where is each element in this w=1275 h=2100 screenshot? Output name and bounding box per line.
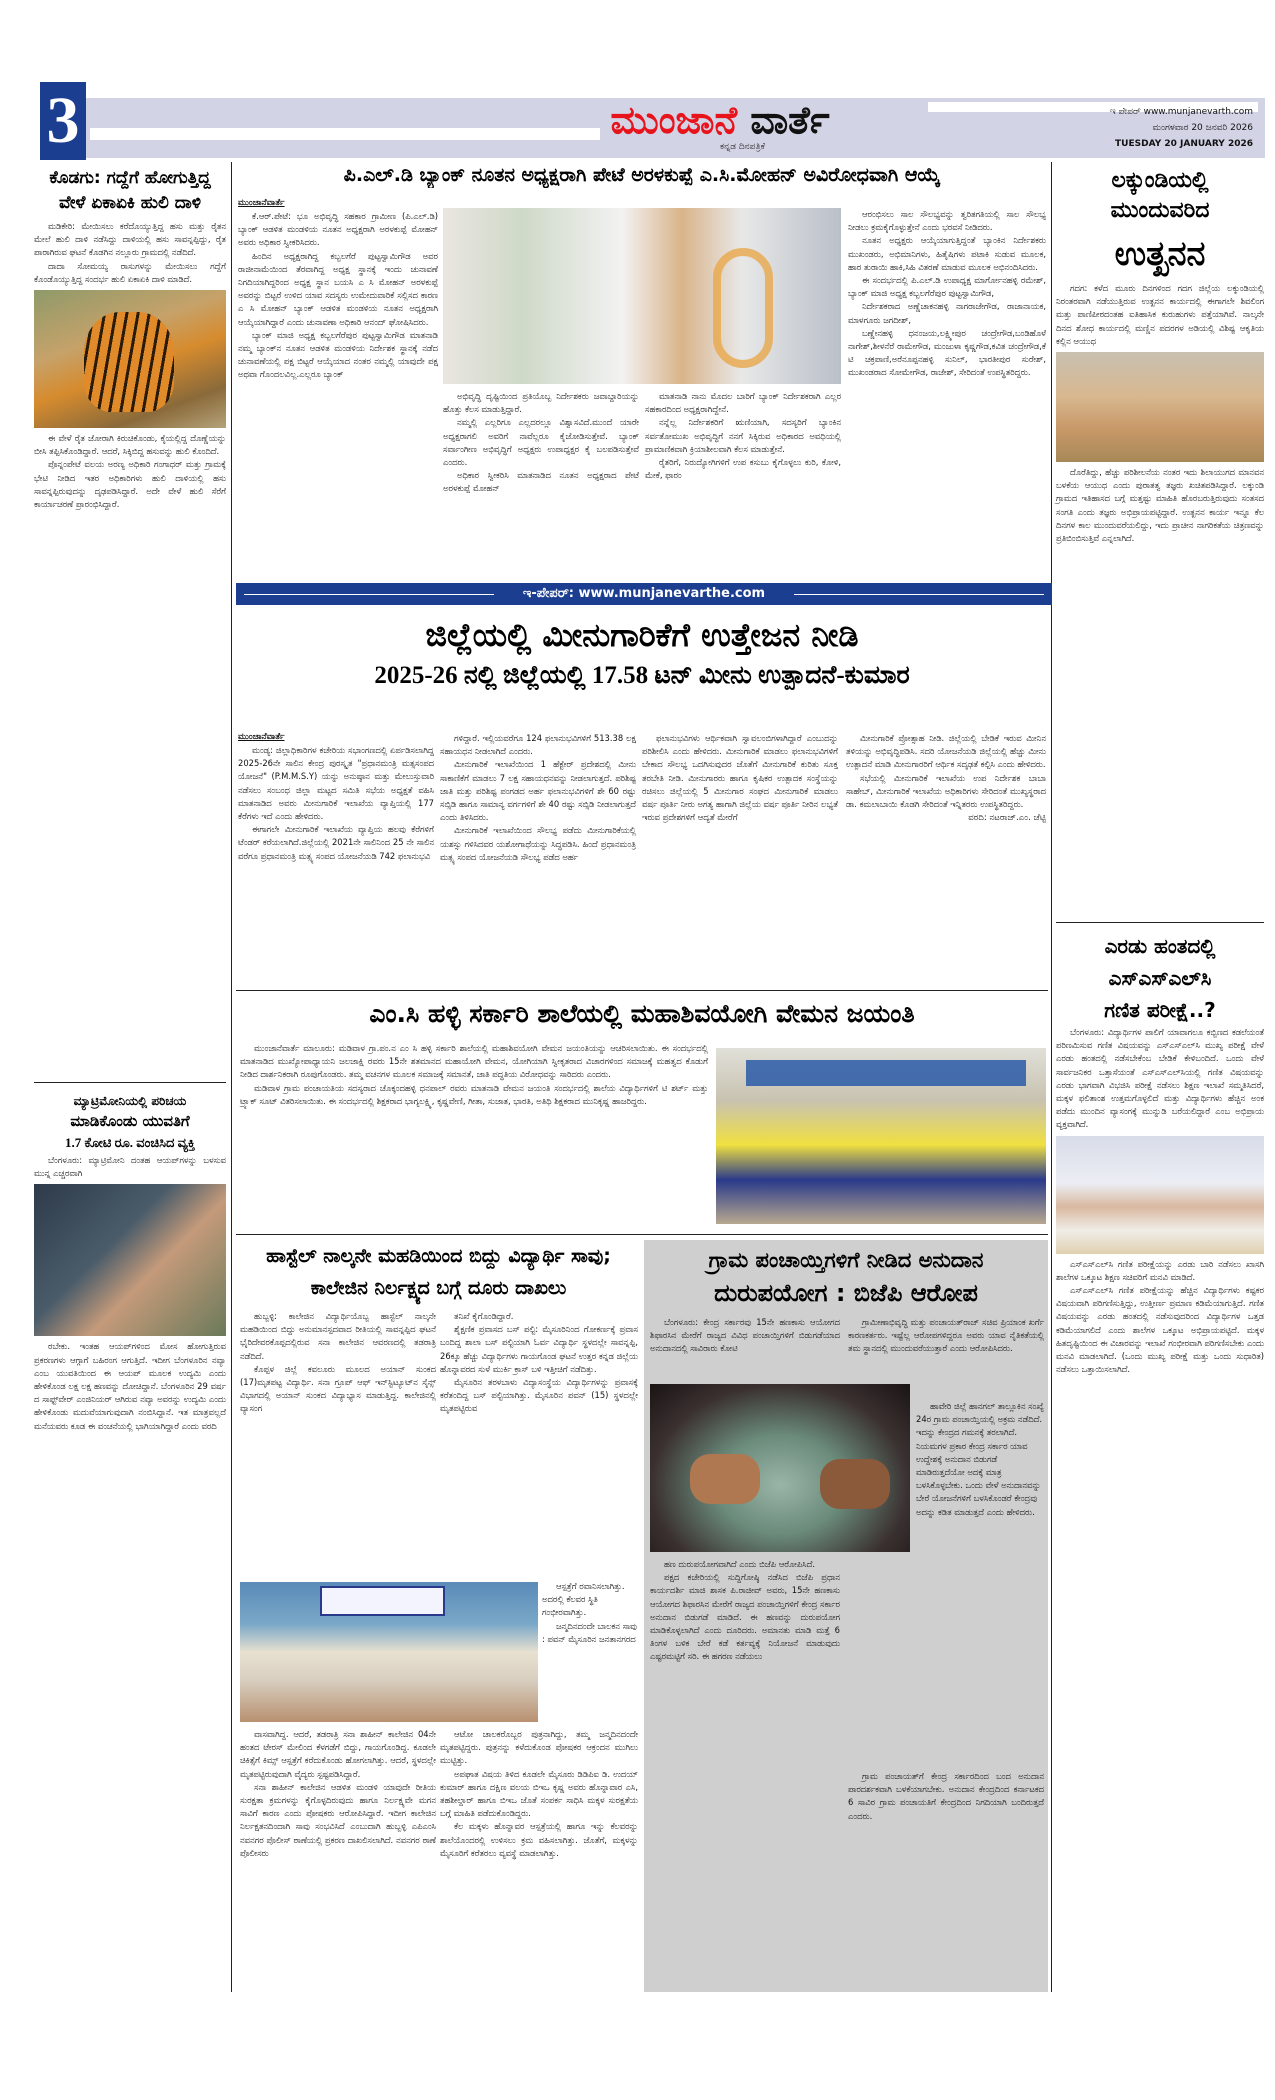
paragraph: ಆಸ್ಪತ್ರೆಗೆ ರವಾನಿಸಲಾಗಿತ್ತು. ಅದರಲ್ಲಿ ಕೆಲವರ ಸ್ಥಿತಿ ಗಂಭೀರವಾಗಿತ್ತು. xyxy=(542,1581,625,1618)
date-english: TUESDAY 20 JANUARY 2026 xyxy=(1115,139,1253,149)
headline-line: ಗಣಿತ ಪರೀಕ್ಷೆ..? xyxy=(1104,998,1216,1022)
hand-shape xyxy=(690,1454,760,1504)
paragraph: ಈ ಸಂದರ್ಭದಲ್ಲಿ ಪಿ.ಎಲ್.ಡಿ ಉಪಾಧ್ಯಕ್ಷ ಮಾರ್ಗೋನಹಳ್ಳಿ ರಮೇಶ್, ಬ್ಯಾಂಕ್ ಮಾಜಿ ಅಧ್ಯಕ್ಷ ಕಬ್ಬಲಗೆರೆಪುರ ಪುಟ್ಟಸ್ವಾಮಿಗೌಡ, xyxy=(848,275,1046,299)
article-divider xyxy=(34,1082,226,1083)
article-divider xyxy=(236,1234,1048,1235)
paragraph: ಬೆಂಗಳೂರು: ಮ್ಯಾಟ್ರಿಮೋನಿ ದಂತಹ ಆಯಪ್‌ಗಳನ್ನು ಬಳಸುವ ಮುನ್ನ ಎಚ್ಚರವಾಗಿ xyxy=(34,1155,226,1179)
hand-shape xyxy=(820,1459,890,1509)
headline: ಜಿಲ್ಲೆಯಲ್ಲಿ ಮೀನುಗಾರಿಕೆಗೆ ಉತ್ತೇಜನ ನೀಡಿ xyxy=(425,616,859,654)
subheadline: 2025-26 ನಲ್ಲಿ ಜಿಲ್ಲೆಯಲ್ಲಿ 17.58 ಟನ್ ಮೀನು ಉತ್ಪಾದನೆ-ಕುಮಾರ xyxy=(374,662,910,689)
headline-line: ಎರಡು ಹಂತದಲ್ಲಿ xyxy=(1104,934,1216,958)
pld-group-photo xyxy=(443,208,841,384)
article-divider xyxy=(1056,922,1264,923)
paragraph: ಮೀನುಗಾರಿಕೆ ಇಲಾಖೆಯಿಂದ 1 ಹೆಕ್ಟೇರ್ ಪ್ರದೇಶದಲ್ಲಿ ಮೀನು ಸಾಕಾಣಿಕೆಗೆ ಮಾಡಲು 7 ಲಕ್ಷ ಸಹಾಯಧನವನ್ನು ನೀಡಲಾಗುತ್ತದೆ. ಪರಿಶಿಷ್ಟ ಜಾತಿ ಮತ್ತು ಪರಿಶಿಷ್ಟ ಪಂಗಡದ ಅರ್ಹ ಫಲಾನುಭವಿಗಳಿಗೆ ಶೇ 60 ರಷ್ಟು ಸಬ್ಸಿಡಿ ಹಾಗೂ ಸಾಮಾನ್ಯ ವರ್ಗಗಳಿಗೆ ಶೇ 40 ರಷ್ಟು ಸಬ್ಸಿಡಿ ನೀಡಲಾಗುತ್ತದೆ ಎಂದು ತಿಳಿಸಿದರು. xyxy=(440,759,636,823)
paragraph: ನಿರ್ದೇಶಕರಾದ ಅಣ್ಣೆಚಾಕನಹಳ್ಳಿ ನಾಗರಾಜೇಗೌಡ, ರಾಜಾನಾಯಕ, ಮಾಳಗೂರು ಜಗದೀಶ್, xyxy=(848,301,1046,325)
paragraph: ವಾಸವಾಗಿದ್ದ. ಆದರೆ, ತಡರಾತ್ರಿ ಸನಾ ಶಾಹೀನ್ ಕಾಲೇಜಿನ 04ನೇ ಹಂತದ ಟೇರಸ್ ಮೇಲಿಂದ ಕೆಳಗಡೆಗೆ ಬಿದ್ದು, ಗಾಯಗೊಂಡಿದ್ದ. ಕೂಡಲೇ ಚಿಕಿತ್ಸೆಗೆ ಕಿಮ್ಸ್ ಆಸ್ಪತ್ರೆಗೆ ಕರೆದುಕೊಂಡು ಹೋಗಲಾಗಿತ್ತು. ಆದರೆ, ಸ್ಥಳದಲ್ಲೇ ಮೃತಪಟ್ಟಿರುವುದಾಗಿ ವೈದ್ಯರು ಸ್ಪಷ್ಟಪಡಿಸಿದ್ದಾರೆ. xyxy=(240,1729,436,1779)
paragraph: ಆಟೋ ಚಾಲಕರೊಬ್ಬರ ಪುತ್ರನಾಗಿದ್ದು, ತಮ್ಮ ಜನ್ಮದಿನದಂದೇ ಮೃತಪಟ್ಟಿದ್ದರು. ಪುತ್ರನನ್ನು ಕಳೆದುಕೊಂಡ ಪೋಷಕರ ಆಕ್ರಂದನ ಮುಗಿಲು ಮುಟ್ಟಿತ್ತು. xyxy=(440,1729,638,1766)
headline-line: ಮ್ಯಾಟ್ರಿಮೋನಿಯಲ್ಲಿ ಪರಿಚಯ xyxy=(73,1094,187,1108)
excavation-photo xyxy=(1056,352,1264,462)
paragraph: ಮೀನುಗಾರಿಕೆ ಇಲಾಖೆಯಿಂದ ಸೌಲಭ್ಯ ಪಡೆದು ಮೀನುಗಾರಿಕೆಯಲ್ಲಿ ಯಶಸ್ಸು ಗಳಿಸಿದವರ ಯಶೋಗಾಥೆಯನ್ನು ಸಿದ್ಧಪಡಿಸಿ. ಹಿಂದೆ ಪ್ರಧಾನಮಂತ್ರಿ ಮತ್ಸ್ಯ ಸಂಪದ ಯೋಜನೆಯಡಿ ಸೌಲಭ್ಯ ಪಡೆದ ಅರ್ಹ xyxy=(440,825,636,862)
grant-col-1b xyxy=(650,1558,840,1664)
article-matrimony-fraud xyxy=(34,1092,226,1433)
paragraph: ಮಡಿಕೇರಿ: ಮೇಯಿಸಲು ಕರೆದೊಯ್ಯುತ್ತಿದ್ದ ಹಸು ಮತ್ತು ರೈತನ ಮೇಲೆ ಹುಲಿ ದಾಳಿ ನಡೆಸಿದ್ದು ದಾಳಿಯಲ್ಲಿ ಹಸು ಸಾವನ್ನಪ್ಪಿದ್ದು, ರೈತ ಪಾರಾಗಿರುವ ಘಟನೆ ಕೊಡಗಿನ ನಲ್ಲೂರು ಗ್ರಾಮದಲ್ಲಿ ನಡೆದಿದೆ. xyxy=(34,221,226,258)
headline: ಪಿ.ಎಲ್.ಡಿ ಬ್ಯಾಂಕ್ ನೂತನ ಅಧ್ಯಕ್ಷರಾಗಿ ಪೇಟೆ ಅರಳಕುಪ್ಪೆ ಎ.ಸಿ.ಮೋಹನ್ ಅವಿರೋಧವಾಗಿ ಆಯ್ಕೆ xyxy=(343,164,941,186)
paragraph: ಹಣ ದುರುಪಯೋಗವಾಗಿದೆ ಎಂದು ಬಿಜೆಪಿ ಆರೋಪಿಸಿದೆ. xyxy=(664,1559,815,1569)
headline-line: ದುರುಪಯೋಗ : ಬಿಜೆಪಿ ಆರೋಪ xyxy=(714,1279,978,1307)
page-number: 3 xyxy=(40,82,86,160)
paragraph: ಈ ವೇಳೆ ರೈತ ಜೋರಾಗಿ ಕಿರುಚಿಕೊಂಡು, ಕೈಯಲ್ಲಿದ್ದ ದೊಣ್ಣೆಯನ್ನು ಬೀಸಿ ತಪ್ಪಿಸಿಕೊಂಡಿದ್ದಾರೆ. ಆದರೆ, ಸಿಕ್ಕಿಬಿದ್ದ ಹಸುವನ್ನು ಹುಲಿ ಕೊಂದಿದೆ. xyxy=(34,433,226,457)
fish-col-2 xyxy=(440,732,636,864)
hostel-col-2 xyxy=(440,1310,638,1416)
epaper-link[interactable]: ಇ ಪೇಪರ್ www.munjanevarth.com xyxy=(1109,107,1253,117)
headline: ಹಾಸ್ಟೆಲ್ ನಾಲ್ಕನೇ ಮಹಡಿಯಿಂದ ಬಿದ್ದು ವಿದ್ಯಾರ್ಥಿ ಸಾವು; ಕಾಲೇಜಿನ ನಿರ್ಲಕ್ಷ್ಯದ ಬಗ್ಗೆ ದೂರು ದಾಖಲು xyxy=(266,1245,611,1299)
paragraph: ಸಭೆಯಲ್ಲಿ ಮೀನುಗಾರಿಕೆ ಇಲಾಖೆಯ ಉಪ ನಿರ್ದೇಶಕ ಬಾಬಾ ಸಾಹೇಬ್, ಮೀನುಗಾರಿಕೆ ಇಲಾಖೆಯ ಅಧಿಕಾರಿಗಳು ಸೇರಿದಂತೆ ಮುಖ್ಯಸ್ಥರಾದ ಡಾ. ಕಮಲಾಬಾಯಿ ಕೊಡಗಿ ಸೇರಿದಂತೆ ಇನ್ನಿತರರು ಉಪಸ್ಥಿತರಿದ್ದರು. xyxy=(846,772,1046,810)
paragraph: ಮೀನುಗಾರಿಕೆ ಪ್ರೋತ್ಸಾಹ ನೀಡಿ. ಜಿಲ್ಲೆಯಲ್ಲಿ ಬೇಡಿಕೆ ಇರುವ ಮೀನಿನ ತಳಿಯನ್ನು ಅಭಿವೃದ್ಧಿಪಡಿಸಿ. ಸದರಿ ಯೋಜನೆಯಡಿ ಜಿಲ್ಲೆಯಲ್ಲಿ ಹೆಚ್ಚು ಮೀನು ಉತ್ಪಾದನೆ ಮಾಡಿ ಮೀನುಗಾರರಿಗೆ ಆರ್ಥಿಕ ಸದೃಢತೆ ಕಲ್ಪಿಸಿ ಎಂದು ಹೇಳಿದರು. xyxy=(846,733,1046,770)
byline: ಮುಂಜಾನೆವಾರ್ತೆ xyxy=(238,198,285,208)
reporter-credit: ವರದಿ: ನಟರಾಜ್.ಎಂ. ಚೆಟ್ಟಿ xyxy=(968,813,1046,824)
pld-col-4 xyxy=(848,208,1046,380)
paragraph: ಅಭಿವೃದ್ಧಿ ದೃಷ್ಟಿಯಿಂದ ಪ್ರತಿಯೊಬ್ಬ ನಿರ್ದೇಶಕರು ಜವಾಬ್ದಾರಿಯನ್ನು ಹೊತ್ತು ಕೆಲಸ ಮಾಡುತ್ತಿದ್ದಾರೆ. xyxy=(443,391,639,415)
paragraph: ಬೆಂಗಳೂರು: ವಿದ್ಯಾರ್ಥಿಗಳ ಪಾಲಿಗೆ ಯಾವಾಗಲೂ ಕಬ್ಬಿಣದ ಕಡಲೆಯಂತೆ ಪರಿಣಮಿಸುವ ಗಣಿತ ವಿಷಯವನ್ನು ಎಸ್‌ಎಸ್‌ಎಲ್‌ಸಿ ಮುಖ್ಯ ಪರೀಕ್ಷೆ ವೇಳೆ ಎರಡು ಹಂತದಲ್ಲಿ ನಡೆಸಬೇಕೆಂಬ ಬೇಡಿಕೆ ಕೇಳಿಬಂದಿದೆ. ಒಂದು ವೇಳೆ ಸಾರ್ವಜನಿಕರ ಒತ್ತಾಸೆಯಂತೆ ಎಸ್‌ಎಸ್‌ಎಲ್‌ಸಿಯಲ್ಲಿ ಗಣಿತ ವಿಷಯವನ್ನು ಎರಡು ಭಾಗವಾಗಿ ವಿಭಜಿಸಿ ಪರೀಕ್ಷೆ ನಡೆಸಲು ಶಿಕ್ಷಣ ಇಲಾಖೆ ಸಮ್ಮತಿಸಿದರೆ, ಮಕ್ಕಳ ಫಲಿತಾಂಶ ಉತ್ತಮಗೊಳ್ಳಲಿದೆ ಮತ್ತು ವಿದ್ಯಾರ್ಥಿಗಳು ಹೆಚ್ಚಿನ ಅಂಕ ಪಡೆದು ಮುಂದಿನ ವ್ಯಾಸಂಗಕ್ಕೆ ಮುನ್ನುಡಿ ಬರೆಯಲಿದ್ದಾರೆ ಎಂಬ ಅಭಿಪ್ರಾಯ ವ್ಯಕ್ತವಾಗಿದೆ. xyxy=(1056,1027,1264,1130)
headline-line: ಮುಂದುವರಿದ xyxy=(1110,198,1210,223)
paragraph: ಮುಂಜಾನೆವಾರ್ತೆ ಮಾಲೂರು: ಮಡಿವಾಳ ಗ್ರಾ.ಪಂ.ನ ಎಂ ಸಿ ಹಳ್ಳಿ ಸರ್ಕಾರಿ ಶಾಲೆಯಲ್ಲಿ ಮಹಾಶಿವಯೋಗಿ ವೇಮನ ಜಯಂತಿಯನ್ನು ಆಚರಿಸಲಾಯಿತು. ಈ ಸಂದರ್ಭದಲ್ಲಿ ಮಾತನಾಡಿದ ಮುಖ್ಯೋಪಾಧ್ಯಾಯನಿ ಜಲಜಾಕ್ಷಿ ರವರು 15ನೇ ಶತಮಾನದ ಮಹಾಯೋಗಿ ವೇಮನ, ಯೋಗಿಯಾಗಿ ಸ್ವೀಕೃತರಾದ ವಿಚಾರಗಳಿಂದ ಸಮಾಜಕ್ಕೆ ಮಹತ್ವದ ಕೊಡುಗೆ ನೀಡಿದ ದಾರ್ಶನಿಕರಾಗಿ ರೂಪುಗೊಂಡರು. ತಮ್ಮ ವಚನಗಳ ಮೂಲಕ ಸಮಾಜಕ್ಕೆ ಸಮಾನತೆ, ಜಾತಿ ಪದ್ಧತಿಯ ವಿರೋಧವನ್ನು ಸಾರಿದರು ಎಂದರು. xyxy=(240,1043,708,1080)
paragraph: ರೈತರಿಗೆ, ನಿರುದ್ಯೋಗಿಗಳಿಗೆ ಉಪ ಕಸುಬು ಕೈಗೊಳ್ಳಲು ಕುರಿ, ಕೋಳಿ, ಮೇಕೆ, ಫಾರಂ xyxy=(645,457,841,481)
headline-line: ಉತ್ಖನನ xyxy=(1114,234,1206,274)
pld-col-3 xyxy=(645,390,841,482)
grant-col-2b xyxy=(916,1400,1044,1519)
tiger-photo xyxy=(34,290,226,428)
paragraph: ಆರಂಭಿಸಲು ಸಾಲ ಸೌಲಭ್ಯವನ್ನು ತ್ವರಿತಗತಿಯಲ್ಲಿ ಸಾಲ ಸೌಲಭ್ಯ ನೀಡಲು ಕ್ರಮಕೈಗೊಳ್ಳುತ್ತೇನೆ ಎಂದು ಭರವಸೆ ನೀಡಿದರು. xyxy=(848,209,1046,233)
column-divider xyxy=(1051,162,1052,1992)
paragraph: ಶೈಕ್ಷಣಿಕ ಪ್ರವಾಸದ ಬಸ್ ಪಲ್ಟಿ: ಮೈಸೂರಿನಿಂದ ಗೋಕರ್ಣಕ್ಕೆ ಪ್ರವಾಸ ಬಂದಿದ್ದ ಶಾಲಾ ಬಸ್ ಪಲ್ಟಿಯಾಗಿ ಓರ್ವ ವಿದ್ಯಾರ್ಥಿ ಸ್ಥಳದಲ್ಲೇ ಸಾವನ್ನಪ್ಪಿ, 26ಕ್ಕೂ ಹೆಚ್ಚು ವಿದ್ಯಾರ್ಥಿಗಳು ಗಾಯಗೊಂಡ ಘಟನೆ ಉತ್ತರ ಕನ್ನಡ ಜಿಲ್ಲೆಯ ಹೊನ್ನಾವರದ ಸುಳೆ ಮುರ್ಕಿ ಕ್ರಾಸ್ ಬಳಿ ಇತ್ತೀಚಿಗೆ ನಡೆದಿತ್ತು. xyxy=(440,1324,638,1374)
garland xyxy=(713,248,773,368)
paragraph: ರಬೇಕು. ಇಂತಹ ಆಯಪ್‌ಗಳಿಂದ ಮೋಸ ಹೋಗುತ್ತಿರುವ ಪ್ರಕರಣಗಳು ಆಗ್ಗಾಗೆ ಬಹಿರಂಗ ಆಗುತ್ತಿದೆ. ಇದೀಗ ಬೆಂಗಳೂರಿನ ನವ್ಯಾ ಎಂಬ ಯುವತಿಯಿಂದ ಈ ಆಯಪ್ ಮೂಲಕ ಉದ್ಯಮಿ ಎಂದು ಹೇಳಿಕೊಂಡ ಲಕ್ಷ ಲಕ್ಷ ಹಣವನ್ನು ದೋಚಿದ್ದಾನೆ. ಬೆಂಗಳೂರಿನ 29 ವರ್ಷ ದ ಸಾಫ್ಟ್‌ವೇರ್ ಎಂಜಿನಿಯರ್ ಆಗಿರುವ ನವ್ಯಾ ಅವರನ್ನು ಉದ್ಯಮಿ ಎಂದು ಹೇಳಿಕೊಂಡು ಮದುವೆಯಾಗುವುದಾಗಿ ನಂಬಿಸಿದ್ದಾನೆ. ಇತ ಮಾತ್ರವಲ್ಲದೆ ಮನೆಯವರು ಕೂಡ ಈ ವಂಚನೆಯಲ್ಲಿ ಭಾಗಿಯಾಗಿದ್ದಾರೆ ಎಂದು ವರದಿ xyxy=(34,1341,226,1431)
paragraph: ಮಂಡ್ಯ: ಜಿಲ್ಲಾಧಿಕಾರಿಗಳ ಕಚೇರಿಯ ಸಭಾಂಗಣದಲ್ಲಿ ಏರ್ಪಡಿಸಲಾಗಿದ್ದ 2025-26ನೇ ಸಾಲಿನ ಕೇಂದ್ರ ಪುರಸ್ಕೃತ "ಪ್ರಧಾನಮಂತ್ರಿ ಮತ್ಸಸಂಪದ ಯೋಜನೆ" (P.M.M.S.Y) ಯನ್ನು ಅನುಷ್ಠಾನ ಮತ್ತು ಮೇಲುಸ್ತುವಾರಿ ನಡೆಸಲು ಸಂಬಂಧ ಜಿಲ್ಲಾ ಮಟ್ಟದ ಸಮಿತಿ ಸಭೆಯ ಅಧ್ಯಕ್ಷತೆ ವಹಿಸಿ ಮಾತನಾಡಿದ ಅವರು ಮೀನುಗಾರಿಕೆ ಇಲಾಖೆಯ ವ್ಯಾಪ್ತಿಯಲ್ಲಿ 177 ಕೆರೆಗಳು ಇದೆ ಎಂದು ಹೇಳಿದರು. xyxy=(238,745,434,822)
paragraph: ಕೆ.ಆರ್.ಪೇಟೆ: ಭೂ ಅಭಿವೃದ್ಧಿ ಸಹಕಾರ ಗ್ರಾಮೀಣ (ಪಿ.ಎಲ್.ಡಿ) ಬ್ಯಾಂಕ್ ಆಡಳಿತ ಮಂಡಳಿಯ ನೂತನ ಅಧ್ಯಕ್ಷರಾಗಿ ಅರಳಕುಪ್ಪೆ ಮೋಹನ್ ಅವರು ಅಧಿಕಾರ ಸ್ವೀಕರಿಸಿದರು. xyxy=(238,211,438,248)
college-signboard xyxy=(320,1586,445,1616)
paragraph: ಗಳಿದ್ದಾರೆ. ಇಲ್ಲಿಯವರೆಗೂ 124 ಫಲಾನುಭವಿಗಳಿಗೆ 513.38 ಲಕ್ಷ ಸಹಾಯಧನ ನೀಡಲಾಗಿದೆ ಎಂದರು. xyxy=(440,733,636,757)
logo-word-1: ಮುಂಜಾನೆ xyxy=(610,97,738,142)
paragraph: ಹಾವೇರಿ ಜಿಲ್ಲೆ ಹಾನಗಲ್ ತಾಲ್ಲೂಕಿನ ಸಂಖ್ಯೆ 24ರ ಗ್ರಾಮ ಪಂಚಾಯ್ತಿಯಲ್ಲಿ ಅಕ್ರಮ ನಡೆದಿದೆ. ಇದನ್ನು ಕೇಂದ್ರದ ಗಮನಕ್ಕೆ ತರಲಾಗಿದೆ. ನಿಯಮಗಳ ಪ್ರಕಾರ ಕೇಂದ್ರ ಸರ್ಕಾರ ಯಾವ ಉದ್ದೇಶಕ್ಕೆ ಅನುದಾನ ಬಿಡುಗಡೆ ಮಾಡಿರುತ್ತದೆಯೋ ಅದಕ್ಕೆ ಮಾತ್ರ ಬಳಸಿಕೊಳ್ಳಬೇಕು. ಒಂದು ವೇಳೆ ಅನುದಾನವನ್ನು ಬೇರೆ ಯೋಜನೆಗಳಿಗೆ ಬಳಸಿಕೊಂಡರೆ ಕೇಂದ್ರವು ಅದನ್ನು ಕಡಿತ ಮಾಡುತ್ತದೆ ಎಂದು ಹೇಳಿದರು. xyxy=(916,1401,1044,1517)
epaper-url[interactable]: ಇ-ಪೇಪರ್: www.munjanevarthe.com xyxy=(515,586,773,601)
paragraph: ಎಸ್‌ಎಸ್‌ಎಲ್‌ಸಿ ಗಣಿತ ಪರೀಕ್ಷೆಯನ್ನು ಹೆಚ್ಚಿನ ವಿದ್ಯಾರ್ಥಿಗಳು ಕಷ್ಟಕರ ವಿಷಯವಾಗಿ ಪರಿಗಣಿಸುತ್ತಿದ್ದು, ಉತ್ತೀರ್ಣ ಪ್ರಮಾಣ ಕಡಿಮೆಯಾಗುತ್ತಿದೆ. ಗಣಿತ ವಿಷಯವನ್ನು ಎರಡು ಹಂತದಲ್ಲಿ ನಡೆಸುವುದರಿಂದ ವಿದ್ಯಾರ್ಥಿಗಳ ಒತ್ತಡ ಕಡಿಮೆಯಾಗಲಿದೆ ಎಂದು ಶಾಲೆಗಳ ಒಕ್ಕೂಟ ಅಭಿಪ್ರಾಯಪಟ್ಟಿದೆ. ಮಕ್ಕಳ ಹಿತದೃಷ್ಟಿಯಿಂದ ಈ ವಿಚಾರವನ್ನು ಇಲಾಖೆ ಗಂಭೀರವಾಗಿ ಪರಿಗಣಿಸಬೇಕು ಎಂದು ಮನವಿ ಮಾಡಲಾಗಿದೆ. (ಒಂದು ಮುಖ್ಯ ಪರೀಕ್ಷೆ ಮತ್ತು ಒಂದು ಸುಧಾರಿತ) ನಡೆಸಲು ಒತ್ತಾಯಿಸಲಾಗಿದೆ. xyxy=(1056,1285,1264,1375)
article-lakkundi xyxy=(1056,166,1264,545)
paragraph: ಗದಗ: ಕಳೆದ ಮೂರು ದಿನಗಳಿಂದ ಗದಗ ಜಿಲ್ಲೆಯ ಲಕ್ಕುಂಡಿಯಲ್ಲಿ ನಿರಂತರವಾಗಿ ನಡೆಯುತ್ತಿರುವ ಉತ್ಖನನ ಕಾರ್ಯದಲ್ಲಿ ಈಗಾಗಲೇ ಶಿವಲಿಂಗ ಮತ್ತು ಪಾಣಿಪೀಠದಂತಹ ಐತಿಹಾಸಿಕ ಕುರುಹುಗಳು ಪತ್ತೆಯಾಗಿವೆ. ನಾಲ್ಕನೇ ದಿನದ ಶೋಧ ಕಾರ್ಯದಲ್ಲಿ ಮಣ್ಣಿನ ಪದರಗಳ ಅಡಿಯಲ್ಲಿ ವಿಶಿಷ್ಟ ಆಕೃತಿಯ ಕಲ್ಲಿನ ಆಯುಧ xyxy=(1056,283,1264,346)
paragraph: ಬೆಂಗಳೂರು: ಕೇಂದ್ರ ಸರ್ಕಾರವು 15ನೇ ಹಣಕಾಸು ಆಯೋಗದ ಶಿಫಾರಸಿನ ಮೇರೆಗೆ ರಾಜ್ಯದ ವಿವಿಧ ಪಂಚಾಯ್ತಿಗಳಿಗೆ ಬಿಡುಗಡೆಯಾದ ಅನುದಾನದಲ್ಲಿ ಸಾವಿರಾರು ಕೋಟಿ xyxy=(650,1317,840,1354)
hostel-col-2b xyxy=(542,1580,638,1646)
paragraph: ನಮ್ಮಲ್ಲಿ ಎಲ್ಲರಿಗೂ ಎಲ್ಲದರಲ್ಲೂ ವಿಶ್ವಾಸವಿದೆ.ಮುಂದೆ ಯಾರೇ ಅಧ್ಯಕ್ಷರಾಗಲಿ ಅವರಿಗೆ ನಾವೆಲ್ಲರೂ ಕೈಜೋಡಿಸುತ್ತೇವೆ. ಬ್ಯಾಂಕ್ ಸರ್ವಾಂಗೀಣ ಅಭಿವೃದ್ಧಿಗೆ ಅಧ್ಯಕ್ಷರು ಉಪಾಧ್ಯಕ್ಷರ ಕೈ ಬಲಪಡಿಸುತ್ತೇವೆ ಎಂದರು. xyxy=(443,417,639,468)
paragraph: ಫಲಾನುಭವಿಗಳು ಆರ್ಥಿಕವಾಗಿ ಸ್ವಾವಲಂಬಿಗಳಾಗಿದ್ದಾರೆ ಎಂಬುದನ್ನು ಪರಿಶೀಲಿಸಿ ಎಂದು ಹೇಳಿದರು. ಮೀನುಗಾರಿಕೆ ಮಾಡಲು ಫಲಾನುಭವಿಗಳಿಗೆ ಬೇಕಾದ ಸೌಲಭ್ಯ ಒದಗಿಸುವುದರ ಜೊತೆಗೆ ಮೀನುಗಾರಿಕೆ ಕುರಿತು ಸೂಕ್ತ ತರಬೇತಿ ನೀಡಿ. ಮೀನುಗಾರರು ಹಾಗೂ ಕೃಷಿಕರ ಉತ್ಪಾದಕ ಸಂಸ್ಥೆಯನ್ನು ರಚಿಸಲು ಜಿಲ್ಲೆಯಲ್ಲಿ 5 ಮೀನುಗಾರ ಸಂಘದ ಮೀನುಗಾರಿಕೆ ಮಾಡಲು ವರ್ಷ ಪೂರ್ತಿ ನೀರು ಅಗತ್ಯ ಹಾಗಾಗಿ ಜಿಲ್ಲೆಯ ವರ್ಷ ಪೂರ್ತಿ ನೀರಿನ ಲಭ್ಯತೆ ಇರುವ ಪ್ರದೇಶಗಳಿಗೆ ಆದ್ಯತೆ ಮೇರೆಗೆ xyxy=(642,733,838,823)
logo-tagline: ಕನ್ನಡ ದಿನಪತ್ರಿಕೆ xyxy=(720,142,766,152)
headline: ಎಂ.ಸಿ ಹಳ್ಳಿ ಸರ್ಕಾರಿ ಶಾಲೆಯಲ್ಲಿ ಮಹಾಶಿವಯೋಗಿ ವೇಮನ ಜಯಂತಿ xyxy=(369,999,915,1028)
paragraph: ನೂತನ ಅಧ್ಯಕ್ಷರು ಆಯ್ಕೆಯಾಗುತ್ತಿದ್ದಂತೆ ಬ್ಯಾಂಕಿನ ನಿರ್ದೇಶಕರು ಮುಖಂಡರು, ಅಭಿಮಾನಿಗಳು, ಹಿತೈಷಿಗಳು ಪಟಾಕಿ ಸುಡುವ ಮೂಲಕ, ಹಾರ ತುರಾಯಿ ಹಾಕಿ,ಸಿಹಿ ವಿತರಣೆ ಮಾಡುವ ಮೂಲಕ ಅಭಿನಂದಿಸಿದರು. xyxy=(848,235,1046,272)
paragraph: ಸನಾ ಶಾಹೀನ್ ಕಾಲೇಜಿನ ಆಡಳಿತ ಮಂಡಳಿ ಯಾವುದೇ ರೀತಿಯ ಸುರಕ್ಷತಾ ಕ್ರಮಗಳನ್ನು ಕೈಗೊಳ್ಳದಿರುವುದು ಹಾಗೂ ನಿರ್ಲಕ್ಷ್ಯವೇ ಮಗನ ಸಾವಿಗೆ ಕಾರಣ ಎಂದು ಪೋಷಕರು ಆರೋಪಿಸಿದ್ದಾರೆ. ಇದೀಗ ಕಾಲೇಜಿನ ನಿರ್ಲಕ್ಷತನದಿಂದಾಗಿ ಸಾವು ಸಂಭವಿಸಿದೆ ಎಂಬುದಾಗಿ ಹುಬ್ಬಳ್ಳಿ ಎಪಿಎಂಸಿ ನವನಗರ ಪೊಲೀಸ್ ಠಾಣೆಯಲ್ಲಿ ಪ್ರಕರಣ ದಾಖಲಿಸಲಾಗಿದೆ. ನವನಗರ ಠಾಣೆ ಪೊಲೀಸರು xyxy=(240,1781,436,1858)
paragraph: ಈಗಾಗಲೇ ಮೀನುಗಾರಿಕೆ ಇಲಾಖೆಯ ವ್ಯಾಪ್ತಿಯ ಹಲವು ಕೆರೆಗಳಿಗೆ ಟೆಂಡರ್ ಕರೆಯಲಾಗಿದೆ.ಜಿಲ್ಲೆಯಲ್ಲಿ 2021ನೇ ಸಾಲಿನಿಂದ 25 ನೇ ಸಾಲಿನ ವರೆಗೂ ಪ್ರಧಾನಮಂತ್ರಿ ಮತ್ಸ್ಯ ಸಂಪದ ಯೋಜನೆಯಡಿ 742 ಫಲಾನುಭವಿ xyxy=(238,824,434,861)
paragraph: ಎಸ್‌ಎಸ್‌ಎಲ್‌ಸಿ ಗಣಿತ ಪರೀಕ್ಷೆಯನ್ನು ಎರಡು ಬಾರಿ ನಡೆಸಲು ಖಾಸಗಿ ಶಾಲೆಗಳ ಒಕ್ಕೂಟ ಶಿಕ್ಷಣ ಸಚಿವರಿಗೆ ಮನವಿ ಮಾಡಿದೆ. xyxy=(1056,1258,1264,1282)
paragraph: ಗ್ರಾಮ ಪಂಚಾಯತ್‌ಗೆ ಕೇಂದ್ರ ಸರ್ಕಾರದಿಂದ ಬಂದ ಅನುದಾನ ಪಾರದರ್ಶಕವಾಗಿ ಬಳಕೆಯಾಗಬೇಕು. ಅನುದಾನ ಕೇಂದ್ರದಿಂದ ಕರ್ನಾಟಕದ 6 ಸಾವಿರ ಗ್ರಾಮ ಪಂಚಾಯತಿಗೆ ಕೇಂದ್ರದಿಂದ ನಿಗದಿಯಾಗಿ ಬಂದಿರುತ್ತದೆ ಎಂದರು. xyxy=(848,1771,1044,1821)
article-sslc-maths xyxy=(1056,930,1264,1376)
pld-col-1 xyxy=(238,198,438,382)
logo-word-2: ವಾರ್ತೆ xyxy=(750,97,830,142)
headline-line: 1.7 ಕೋಟಿ ರೂ. ವಂಚಿಸಿದ ವ್ಯಕ್ತಿ xyxy=(64,1135,196,1150)
article-hostel-death xyxy=(236,1240,641,1304)
paragraph: ದಾದಾ ಸೋಮಯ್ಯ ರಾಸುಗಳನ್ನು ಮೇಯಿಸಲು ಗದ್ದೆಗೆ ಕೊಂಡೊಯ್ಯುತ್ತಿದ್ದ ಸಂದರ್ಭ ಹುಲಿ ಏಕಾಏಕಿ ದಾಳಿ ಮಾಡಿದೆ. xyxy=(34,260,226,284)
date-kannada: ಮಂಗಳವಾರ 20 ಜನವರಿ 2026 xyxy=(1152,123,1253,133)
paragraph: ಅಪಘಾತ ವಿಷಯ ತಿಳಿದ ಕೂಡಲೇ ಮೈಸೂರು ಡಿಡಿಪಿಐ ಡಿ. ಉದಯ್ ಕುಮಾರ್ ಹಾಗೂ ದಕ್ಷಿಣ ವಲಯ ಬಿಇಒ ಕೃಷ್ಣ ಅವರು ಹೊನ್ನಾವಾರ ಎಸಿ, ತಹಶೀಲ್ದಾರ್ ಹಾಗೂ ಬಿಇಒ ಜೊತೆ ಸಂಪರ್ಕ ಸಾಧಿಸಿ ಮಕ್ಕಳ ಸುರಕ್ಷತೆಯ ಬಗ್ಗೆ ಮಾಹಿತಿ ಪಡೆದುಕೊಂಡಿದ್ದರು. xyxy=(440,1768,638,1819)
paragraph: ತನಿಖೆ ಕೈಗೊಂಡಿದ್ದಾರೆ. xyxy=(454,1311,514,1321)
school-signboard xyxy=(746,1060,1026,1086)
headline-line: ಎಸ್‌ಎಸ್‌ಎಲ್‌ಸಿ xyxy=(1108,966,1212,990)
headline-line: ಗ್ರಾಮ ಪಂಚಾಯ್ತಿಗಳಿಗೆ ನೀಡಿದ ಅನುದಾನ xyxy=(708,1248,984,1272)
byline: ಮುಂಜಾನೆವಾರ್ತೆ xyxy=(238,732,285,742)
college-photo xyxy=(240,1582,538,1722)
article-tiger-attack xyxy=(34,166,226,511)
paragraph: ಜನ್ಮದಿನದಂದೇ ಬಾಲಕನ ಸಾವು : ಪವನ್ ಮೈಸೂರಿನ ಜನತಾನಗರದ xyxy=(542,1620,637,1644)
vemana-school-photo xyxy=(716,1048,1046,1224)
paragraph: ನನ್ನೆಲ್ಲ ನಿರ್ದೇಶಕರಿಗೆ ಋಣಿಯಾಗಿ, ಸದಸ್ಯರಿಗೆ ಬ್ಯಾಂಕಿನ ಸರ್ವತೋಮುಖ ಅಭಿವೃದ್ಧಿಗೆ ನನಗೆ ಸಿಕ್ಕಿರುವ ಅಧಿಕಾರದ ಅವಧಿಯಲ್ಲಿ ಪ್ರಾಮಾಣಿಕವಾಗಿ ಕ್ರಿಯಾಶೀಲವಾಗಿ ಕೆಲಸ ಮಾಡುತ್ತೇನೆ. xyxy=(645,417,841,454)
paragraph: ಮೈಸೂರಿನ ತರಳಬಾಳು ವಿದ್ಯಾಸಂಸ್ಥೆಯ ವಿದ್ಯಾರ್ಥಿಗಳನ್ನು ಪ್ರವಾಸಕ್ಕೆ ಕರೆತಂದಿದ್ದ ಬಸ್ ಪಲ್ಟಿಯಾಗಿತ್ತು. ಮೈಸೂರಿನ ಪವನ್ (15) ಸ್ಥಳದಲ್ಲೇ ಮೃತಪಟ್ಟಿರುವ xyxy=(440,1377,638,1414)
paragraph: ಬ್ಯಾಂಕ್ ಮಾಜಿ ಅಧ್ಯಕ್ಷ ಕಬ್ಬಲಗೆರೆಪುರ ಪುಟ್ಟಸ್ವಾಮಿಗೌಡ ಮಾತನಾಡಿ ನಮ್ಮ ಬ್ಯಾಂಕ್‌ನ ನೂತನ ಆಡಳಿತ ಮಂಡಳಿಯ ನಿರ್ದೇಶಕ ಸ್ಥಾನಕ್ಕೆ ನಡೆದ ಚುನಾವಣೆಯಲ್ಲಿ ಪಕ್ಷ ಬಿಟ್ಟರೆ ಆಯ್ಕೆಯಾದ ನಂತರ ನಮ್ಮಲ್ಲಿ ಯಾವುದೇ ಪಕ್ಷ ಅಥವಾ ಗೊಂದಲವಿಲ್ಲ.ಎಲ್ಲರೂ ಬ್ಯಾಂಕ್ xyxy=(238,329,438,380)
paragraph: ಅಧಿಕಾರ ಸ್ವೀಕರಿಸಿ ಮಾತನಾಡಿದ ನೂತನ ಅಧ್ಯಕ್ಷರಾದ ಪೇಟೆ ಅರಳಕುಪ್ಪೆ ಮೋಹನ್ xyxy=(443,470,639,494)
column-divider xyxy=(231,162,232,1992)
currency-notes-photo xyxy=(650,1384,910,1552)
grant-col-2 xyxy=(848,1316,1044,1356)
hostel-col-1 xyxy=(240,1310,436,1416)
headline: ಕೊಡಗು: ಗದ್ದೆಗೆ ಹೋಗುತ್ತಿದ್ದ ವೇಳೆ ಏಕಾಏಕಿ ಹುಲಿ ದಾಳಿ xyxy=(49,168,211,213)
fish-col-3 xyxy=(642,732,838,944)
headline-line: ಲಕ್ಕುಂಡಿಯಲ್ಲಿ xyxy=(1111,168,1209,193)
paragraph: ಗ್ರಾಮೀಣಾಭಿವೃದ್ಧಿ ಮತ್ತು ಪಂಚಾಯತ್‌ರಾಜ್ ಸಚಿವ ಪ್ರಿಯಾಂಕ ಖರ್ಗೆ ಕಾರಣಕರ್ತರು. ಇಷ್ಟೆಲ್ಲ ಆರೋಪಗಳಿದ್ದರೂ ಅವರು ಯಾವ ನೈತಿಕತೆಯಲ್ಲಿ ತಮ ಸ್ಥಾನದಲ್ಲಿ ಮುಂದುವರೆಯುತ್ತಾರೆ ಎಂದು ಆರೋಪಿಸಿದರು. xyxy=(848,1317,1044,1354)
hostel-col-1b xyxy=(240,1728,436,1860)
masthead-info xyxy=(1110,104,1253,152)
pld-col-2 xyxy=(443,390,639,496)
vemana-text xyxy=(240,1042,708,1108)
masthead-rule xyxy=(90,128,600,140)
headline-pld xyxy=(236,162,1048,188)
matrimony-illustration xyxy=(34,1184,226,1336)
paragraph: ಬಣ್ಣೇನಹಳ್ಳಿ ಧನಂಜಯ,ಲಕ್ಷ್ಮೀಪುರ ಚಂದ್ರೇಗೌಡ,ಬಂಡಿಹೊಳೆ ನಾಗೇಶ್,ಶೀಳನೆರೆ ರಾಮೇಗೌಡ, ಮಂಜುಳಾ ಕೃಷ್ಣಗೌಡ,ಕವಿತ ಚಂದ್ರೇಗೌಡ,ಕೆ ಟಿ ಚಕ್ರಪಾಣಿ,ಅರೆನೂಪ್ಪನಹಳ್ಳಿ ಸುನಿಲ್, ಭಾರತೀಪುರ ಸುರೇಶ್, ಮುಖಂಡರಾದ ಸೋಮೇಗೌಡ, ರಾಜೇಶ್, ಸೇರಿದಂತೆ ಉಪಸ್ಥಿತರಿದ್ದರು. xyxy=(848,327,1046,378)
fish-col-4 xyxy=(846,732,1046,823)
tiger-shape xyxy=(84,312,174,412)
paragraph: ಮಡಿವಾಳ ಗ್ರಾಮ ಪಂಚಾಯತಿಯ ಸದಸ್ಯರಾದ ಚೊಕ್ಕಂದಹಳ್ಳಿ ಧನಪಾಲ್ ರವರು ಮಾತನಾಡಿ ವೇಮನ ಜಯಂತಿ ಸಂದರ್ಭದಲ್ಲಿ ಶಾಲೆಯ ವಿದ್ಯಾರ್ಥಿಗಳಿಗೆ ಟಿ ಶರ್ಟ್ ಮತ್ತು ಟ್ರ್ಯಾಕ್ ಸೂಟ್ ವಿತರಿಸಲಾಯಿತು. ಈ ಸಂದರ್ಭದಲ್ಲಿ ಶಿಕ್ಷಕರಾದ ಭಾಗ್ಯಲಕ್ಷ್ಮಿ, ಕೃಷ್ಣವೇಣಿ, ಗೀತಾ, ಸುಜಾತ, ಭಾರತಿ, ಅತಿಥಿ ಶಿಕ್ಷಕರಾದ ಮುನಿಕೃಷ್ಣ ಹಾಜರಿದ್ದರು. xyxy=(240,1082,708,1106)
fish-col-1 xyxy=(238,732,434,863)
paragraph: ಮಾತನಾಡಿ ನಾನು ಮೊದಲ ಬಾರಿಗೆ ಬ್ಯಾಂಕ್ ನಿರ್ದೇಶಕರಾಗಿ ಎಲ್ಲರ ಸಹಕಾರದಿಂದ ಅಧ್ಯಕ್ಷರಾಗಿದ್ದೇನೆ. xyxy=(645,391,841,415)
article-fisheries xyxy=(236,612,1048,694)
paragraph: ಪೊನ್ನಂಪೇಟೆ ವಲಯ ಅರಣ್ಯ ಅಧಿಕಾರಿ ಗಂಗಾಧರ್ ಮತ್ತು ಗ್ರಾಮಕ್ಕೆ ಭೇಟಿ ನೀಡಿದ ಇತರ ಅಧಿಕಾರಿಗಳು ಹುಲಿ ದಾಳಿಯಲ್ಲಿ ಹಸು ಸಾವನ್ನಪ್ಪಿರುವುದನ್ನು ದೃಢಪಡಿಸಿದ್ದಾರೆ. ಅದೇ ವೇಳೆ ಹುಲಿ ಸೆರೆಗೆ ಕಾರ್ಯಾಚರಣೆ ಪ್ರಾರಂಭಿಸಿದ್ದಾರೆ. xyxy=(34,459,226,510)
grant-col-1 xyxy=(650,1316,840,1356)
grant-headline xyxy=(648,1244,1044,1310)
paragraph: ಕೊಪ್ಪಳ ಜಿಲ್ಲೆ ಕವಲೂರು ಮೂಲದ ಅಯಾನ್ ಸುಂಕದ (17)ಮೃತಪಟ್ಟ ವಿದ್ಯಾರ್ಥಿ. ಸನಾ ಗ್ರೂಪ್ ಆಫ್ ಇನ್‌ಸ್ಟಿಟ್ಯೂಟ್‌ನ ಸೈನ್ಸ್ ವಿಭಾಗದಲ್ಲಿ ಅಯಾನ್ ಸುಂಕದ ವಿದ್ಯಾಭ್ಯಾಸ ಮಾಡುತ್ತಿದ್ದ. ಕಾಲೇಜಿನಲ್ಲಿ ವ್ಯಾಸಂಗ xyxy=(240,1363,436,1414)
paragraph: ಹುಬ್ಬಳ್ಳಿ: ಕಾಲೇಜಿನ ವಿದ್ಯಾರ್ಥಿಯೊಬ್ಬ ಹಾಸ್ಟೆಲ್ ನಾಲ್ಕನೇ ಮಹಡಿಯಿಂದ ಬಿದ್ದು ಅನುಮಾನಸ್ಪದವಾದ ರೀತಿಯಲ್ಲಿ ಸಾವನ್ನಪ್ಪಿದ ಘಟನೆ ಭೈರಿದೇವರಕೊಪ್ಪದಲ್ಲಿರುವ ಸನಾ ಕಾಲೇಜಿನ ಆವರಣದಲ್ಲಿ ತಡರಾತ್ರಿ ನಡೆದಿದೆ. xyxy=(240,1311,436,1361)
article-divider xyxy=(236,990,1048,991)
paragraph: ಕೆಲ ಮಕ್ಕಳು ಹೊನ್ನಾವರ ಆಸ್ಪತ್ರೆಯಲ್ಲಿ ಹಾಗೂ ಇನ್ನು ಕೆಲವರನ್ನು ಶಾಲೆಯೊಂದರಲ್ಲಿ ಉಳಿಸಲು ಕ್ರಮ ವಹಿಸಲಾಗಿತ್ತು. ಜೊತೆಗೆ, ಮಕ್ಕಳನ್ನು ಮೈಸೂರಿಗೆ ಕರೆತರಲು ವ್ಯವಸ್ಥೆ ಮಾಡಲಾಗಿತ್ತು. xyxy=(440,1821,638,1858)
paragraph: ಪಕ್ಷದ ಕಚೇರಿಯಲ್ಲಿ ಸುದ್ದಿಗೋಷ್ಠಿ ನಡೆಸಿದ ಬಿಜೆಪಿ ಪ್ರಧಾನ ಕಾರ್ಯದರ್ಶಿ ಮಾಜಿ ಶಾಸಕ ಪಿ.ರಾಜೀವ್ ಅವರು, 15ನೇ ಹಣಕಾಸು ಆಯೋಗದ ಶಿಫಾರಸಿನ ಮೇರೆಗೆ ರಾಜ್ಯದ ಪಂಚಾಯ್ತಿಗಳಿಗೆ ಕೇಂದ್ರ ಸರ್ಕಾರ ಅನುದಾನ ಬಿಡುಗಡೆ ಮಾಡಿದೆ. ಈ ಹಣವನ್ನು ದುರುಪಯೋಗ ಮಾಡಿಕೊಳ್ಳಲಾಗಿದೆ ಎಂದು ದೂರಿದರು. ಅಮಾನತು ಮಾಡಿ ಮತ್ತೆ 6 ತಿಂಗಳ ಬಳಿಕ ಬೇರೆ ಕಡೆ ಕರ್ತವ್ಯಕ್ಕೆ ನಿಯೋಜನೆ ಮಾಡುವುದು ಎಷ್ಟರಮಟ್ಟಿಗೆ ಸರಿ. ಈ ಹಗರಣ ನಡೆಯಲು xyxy=(650,1572,840,1662)
exam-writing-photo xyxy=(1056,1136,1264,1254)
epaper-banner[interactable] xyxy=(236,583,1052,605)
newspaper-logo[interactable] xyxy=(590,98,850,142)
paragraph: ಹಿಂದಿನ ಅಧ್ಯಕ್ಷರಾಗಿದ್ದ ಕಬ್ಬಲಗೆರೆ ಪುಟ್ಟಸ್ವಾಮಿಗೌಡ ಅವರ ರಾಜೀನಾಮೆಯಿಂದ ತೆರವಾಗಿದ್ದ ಅಧ್ಯಕ್ಷ ಸ್ಥಾನಕ್ಕೆ ಇಂದು ಚುನಾವಣೆ ನಿಗದಿಯಾಗಿದ್ದರಿಂದ ಅಧ್ಯಕ್ಷ ಸ್ಥಾನ ಬಯಸಿ ಎ ಸಿ ಮೋಹನ್ ಅರಳಕುಪ್ಪೆ ಅವರನ್ನು ಬಿಟ್ಟರೆ ಉಳಿದ ಯಾವ ಸದಸ್ಯರು ಉಮೇದುವಾರಿಕೆ ಸಲ್ಲಿಸದ ಕಾರಣ ಎ ಸಿ ಮೋಹನ್ ಬ್ಯಾಂಕ್ ಆಡಳಿತ ಮಂಡಳಿಯ ನೂತನ ಅಧ್ಯಕ್ಷರಾಗಿ ಆಯ್ಕೆಯಾಗಿದ್ದಾರೆ ಎಂದು ಚುನಾವಣಾ ಅಧಿಕಾರಿ ಆನಂದ್ ಘೋಷಿಸಿದರು. xyxy=(238,250,438,327)
headline-line: ಮಾಡಿಕೊಂಡು ಯುವತಿಗೆ xyxy=(70,1112,190,1130)
hostel-col-2c xyxy=(440,1728,638,1860)
grant-col-2c xyxy=(848,1770,1044,1823)
article-vemana-jayanti xyxy=(236,994,1048,1034)
paragraph: ದೊರೆತಿದ್ದು, ಹೆಚ್ಚು ಪರಿಶೀಲನೆಯ ನಂತರ ಇದು ಶಿಲಾಯುಗದ ಮಾನವನ ಬಳಕೆಯ ಆಯುಧ ಎಂದು ಪುರಾತತ್ವ ತಜ್ಞರು ಖಚಿತಪಡಿಸಿದ್ದಾರೆ. ಲಕ್ಕುಂಡಿ ಗ್ರಾಮದ ಇತಿಹಾಸದ ಬಗ್ಗೆ ಮತ್ತಷ್ಟು ಮಾಹಿತಿ ಹೊರಬರುತ್ತಿರುವುದು ಸಂತಸದ ಸಂಗತಿ ಎಂದು ತಜ್ಞರು ಅಭಿಪ್ರಾಯಪಟ್ಟಿದ್ದಾರೆ. ಉತ್ಖನನ ಕಾರ್ಯ ಇನ್ನೂ ಕೆಲ ದಿನಗಳ ಕಾಲ ಮುಂದುವರೆಯಲಿದ್ದು, ಇದು ಪ್ರಾಚೀನ ನಾಗರಿಕತೆಯ ಚಿತ್ರಣವನ್ನು ಪ್ರತಿಬಿಂಬಿಸುತ್ತಿವೆ ಎನ್ನಲಾಗಿದೆ. xyxy=(1056,467,1264,544)
